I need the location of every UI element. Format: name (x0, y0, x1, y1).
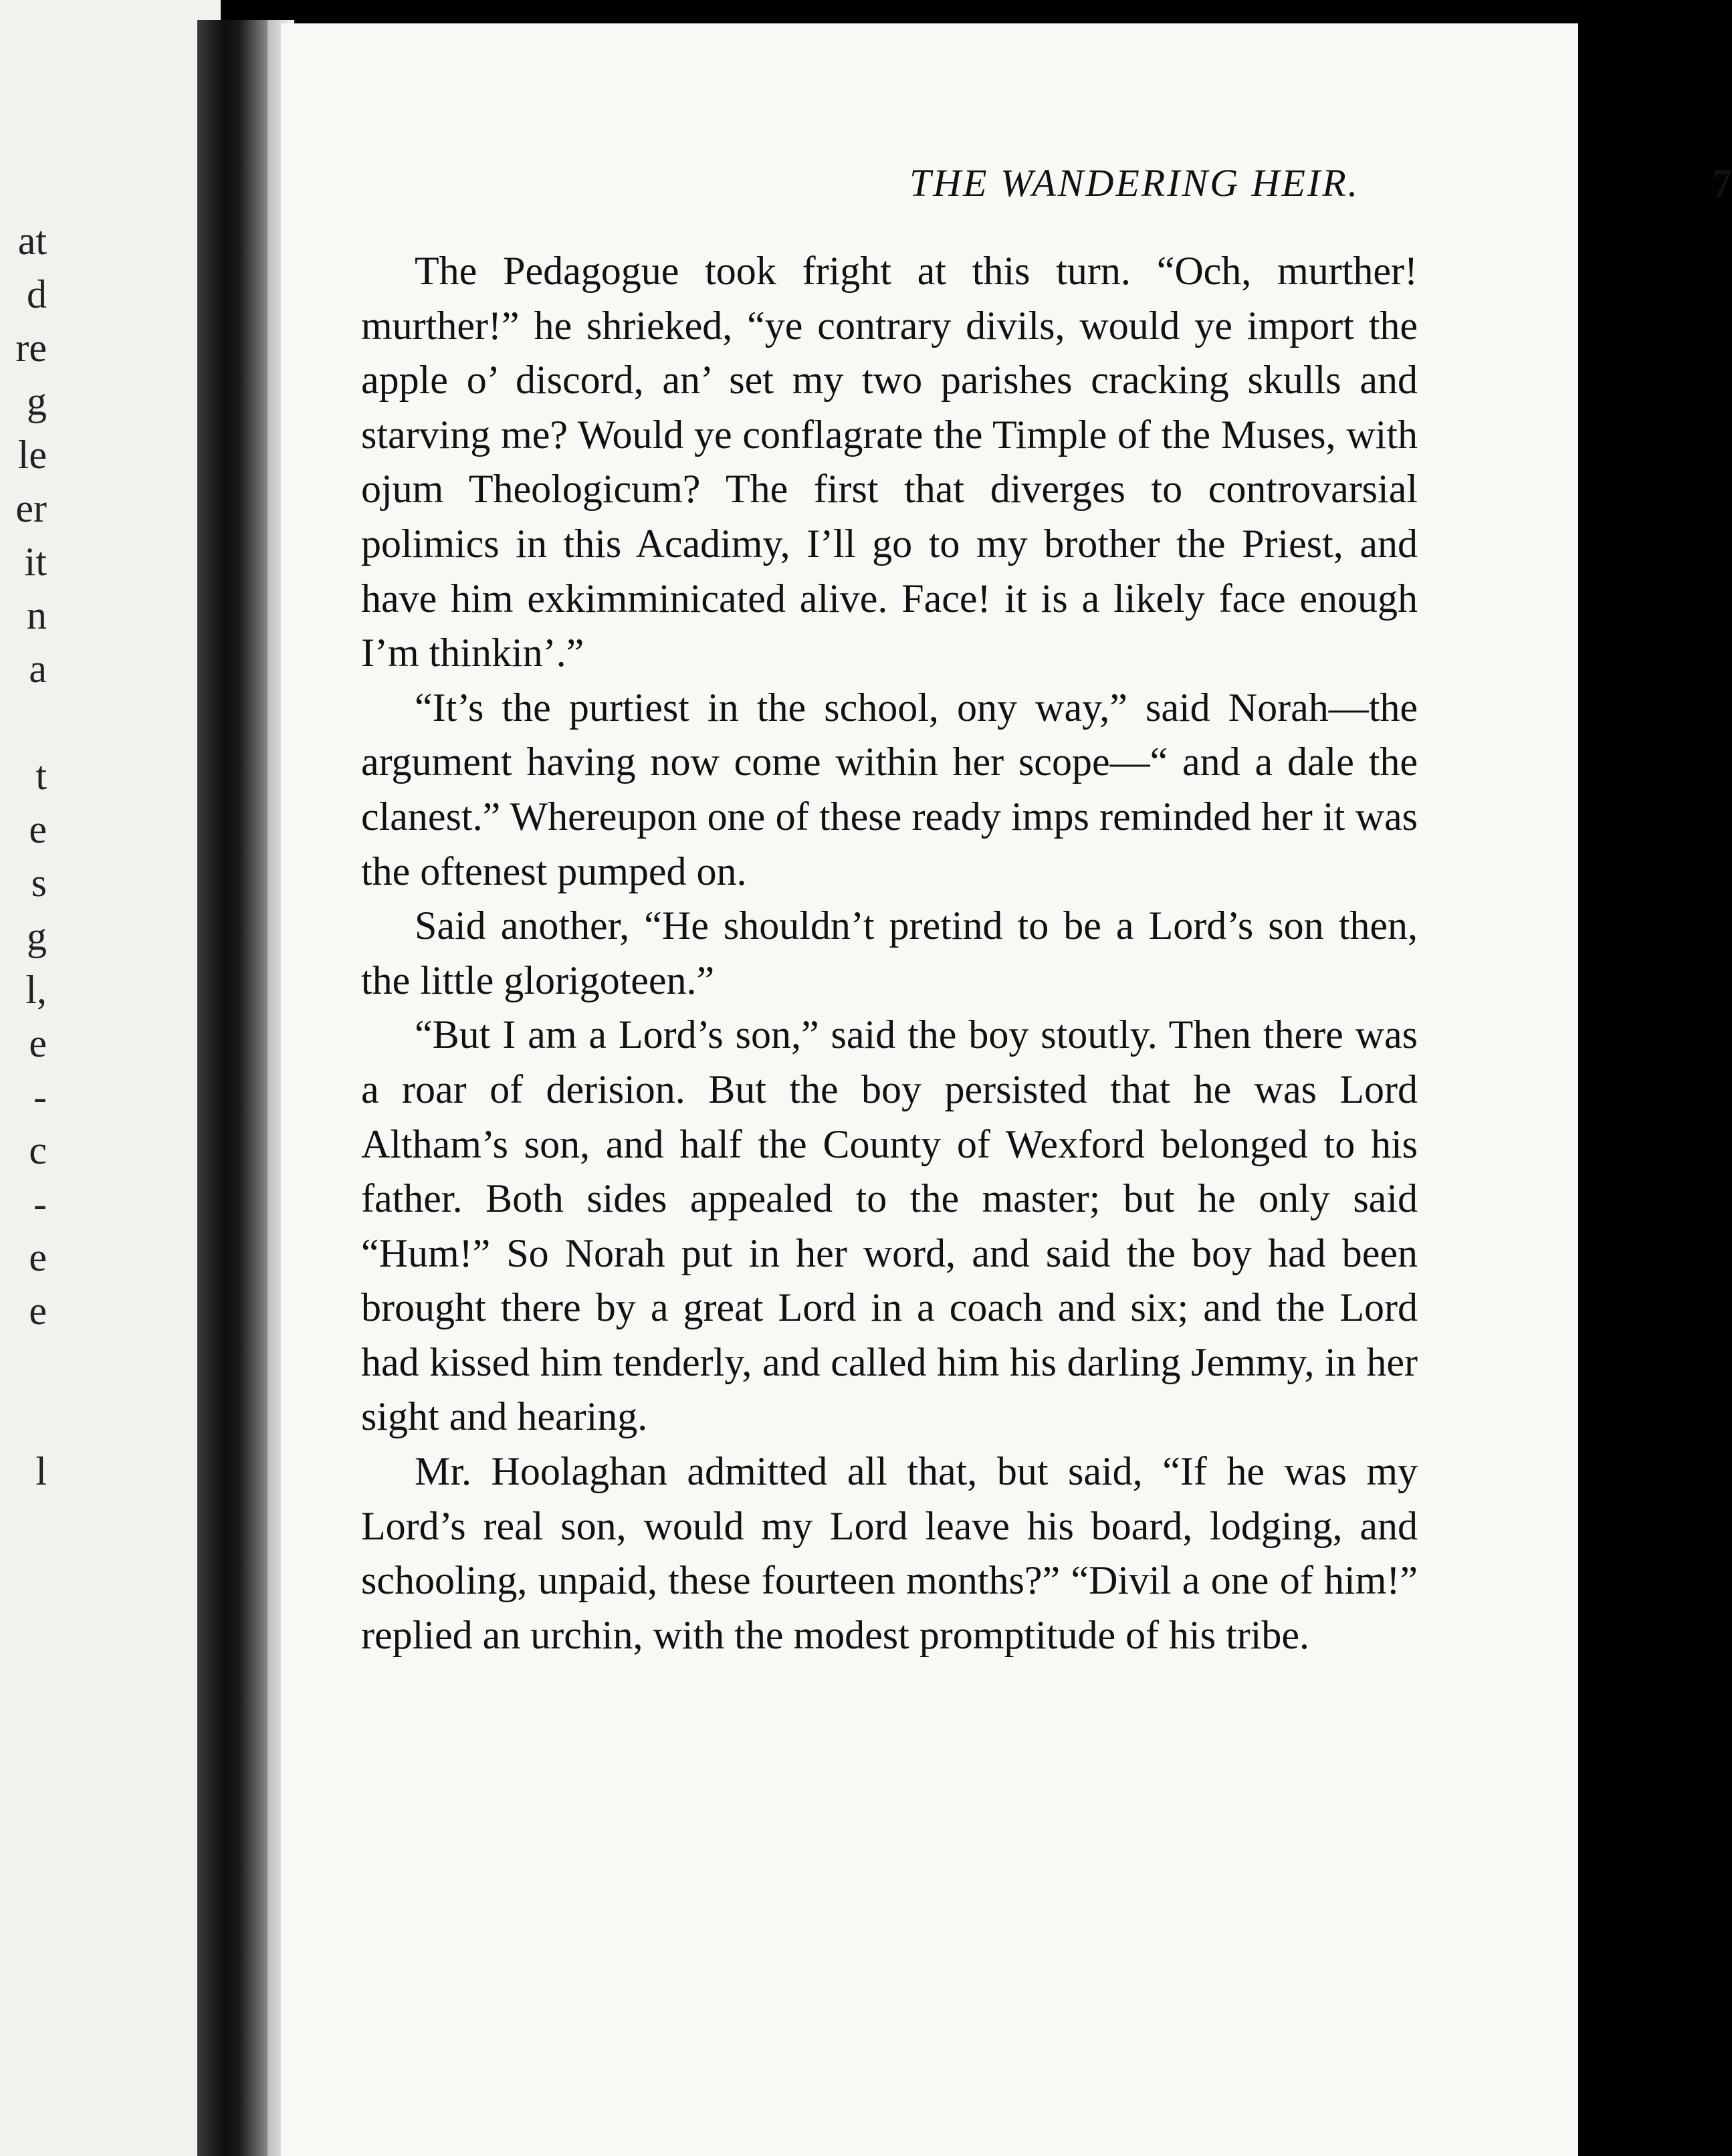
fragment: g (27, 379, 47, 423)
fragment: e (29, 807, 47, 851)
fragment: c (29, 1128, 47, 1172)
paragraph: The Pedagogue took fright at this turn. “Och, murther! murther!” he shrieked, “ye contrary divils, would ye import the apple o’ discord, an’ set my two parishes cracking skulls and starving me? Would ye conflagrate the Timple of the Muses, with ojum Theologicum? The first that diverges to controvarsial polimics in this Acadimy, I’ll go to my brother the Priest, and have him exkimminicated alive. Face! it is a likely face enough I’m thinkin’.” (361, 249, 1418, 675)
fragment (0, 1391, 47, 1444)
fragment: it (24, 540, 47, 584)
fragment: e (29, 1289, 47, 1333)
book-page (281, 23, 1732, 2156)
fragment: t (35, 754, 47, 798)
fragment: l, (25, 968, 47, 1012)
paragraph: Mr. Hoolaghan admitted all that, but said, “If he was my Lord’s real son, would my Lord leave his board, lodging, and schooling, unpaid, these fourteen months?” “Divil a one of him!” replied an urchin, with the modest promptitude of his tribe. (361, 1449, 1418, 1657)
fragment: e (29, 1235, 47, 1279)
page-header (629, 160, 1732, 214)
fragment: l (35, 1449, 47, 1493)
page-number: 7 (1712, 161, 1732, 205)
fragment (0, 1337, 47, 1391)
body-text (361, 244, 1418, 1662)
paragraph: Said another, “He shouldn’t pretind to be a Lord’s son then, the little glorigoteen.” (361, 903, 1418, 1002)
paragraph: “It’s the purtiest in the school, ony way,” said Norah—the argument having now come within her scope—“ and a dale the clanest.” Whereupon one of these ready imps reminded her it was the oftenest pumped on. (361, 685, 1418, 893)
fragment: at (17, 219, 47, 263)
fragment: le (17, 433, 47, 477)
fragment: re (15, 326, 47, 370)
fragment: - (33, 1075, 47, 1119)
fragment: s (31, 861, 47, 905)
running-head: THE WANDERING HEIR. (909, 161, 1360, 205)
fragment: e (29, 1021, 47, 1065)
facing-page-edge (0, 0, 221, 2156)
book-gutter (197, 20, 267, 2156)
scan-border (1578, 0, 1618, 2156)
fragment: a (29, 647, 47, 691)
fragment: g (27, 914, 47, 958)
fragment: d (27, 272, 47, 316)
fragment: - (33, 1182, 47, 1226)
paragraph: “But I am a Lord’s son,” said the boy stoutly. Then there was a roar of derision. But the boy persisted that he was Lord Altham’s son, and half the County of Wexford belonged to his father. Both sides appealed to the master; but he only said “Hum!” So Norah put in her word, and said the boy had been brought there by a great Lord in a coach and six; and the Lord had kissed him tenderly, and called him his darling Jemmy, in her sight and hearing. (361, 1012, 1418, 1439)
fragment: n (27, 593, 47, 637)
fragment: er (15, 486, 47, 530)
fragment (0, 695, 47, 749)
facing-page-fragments (0, 214, 47, 1498)
